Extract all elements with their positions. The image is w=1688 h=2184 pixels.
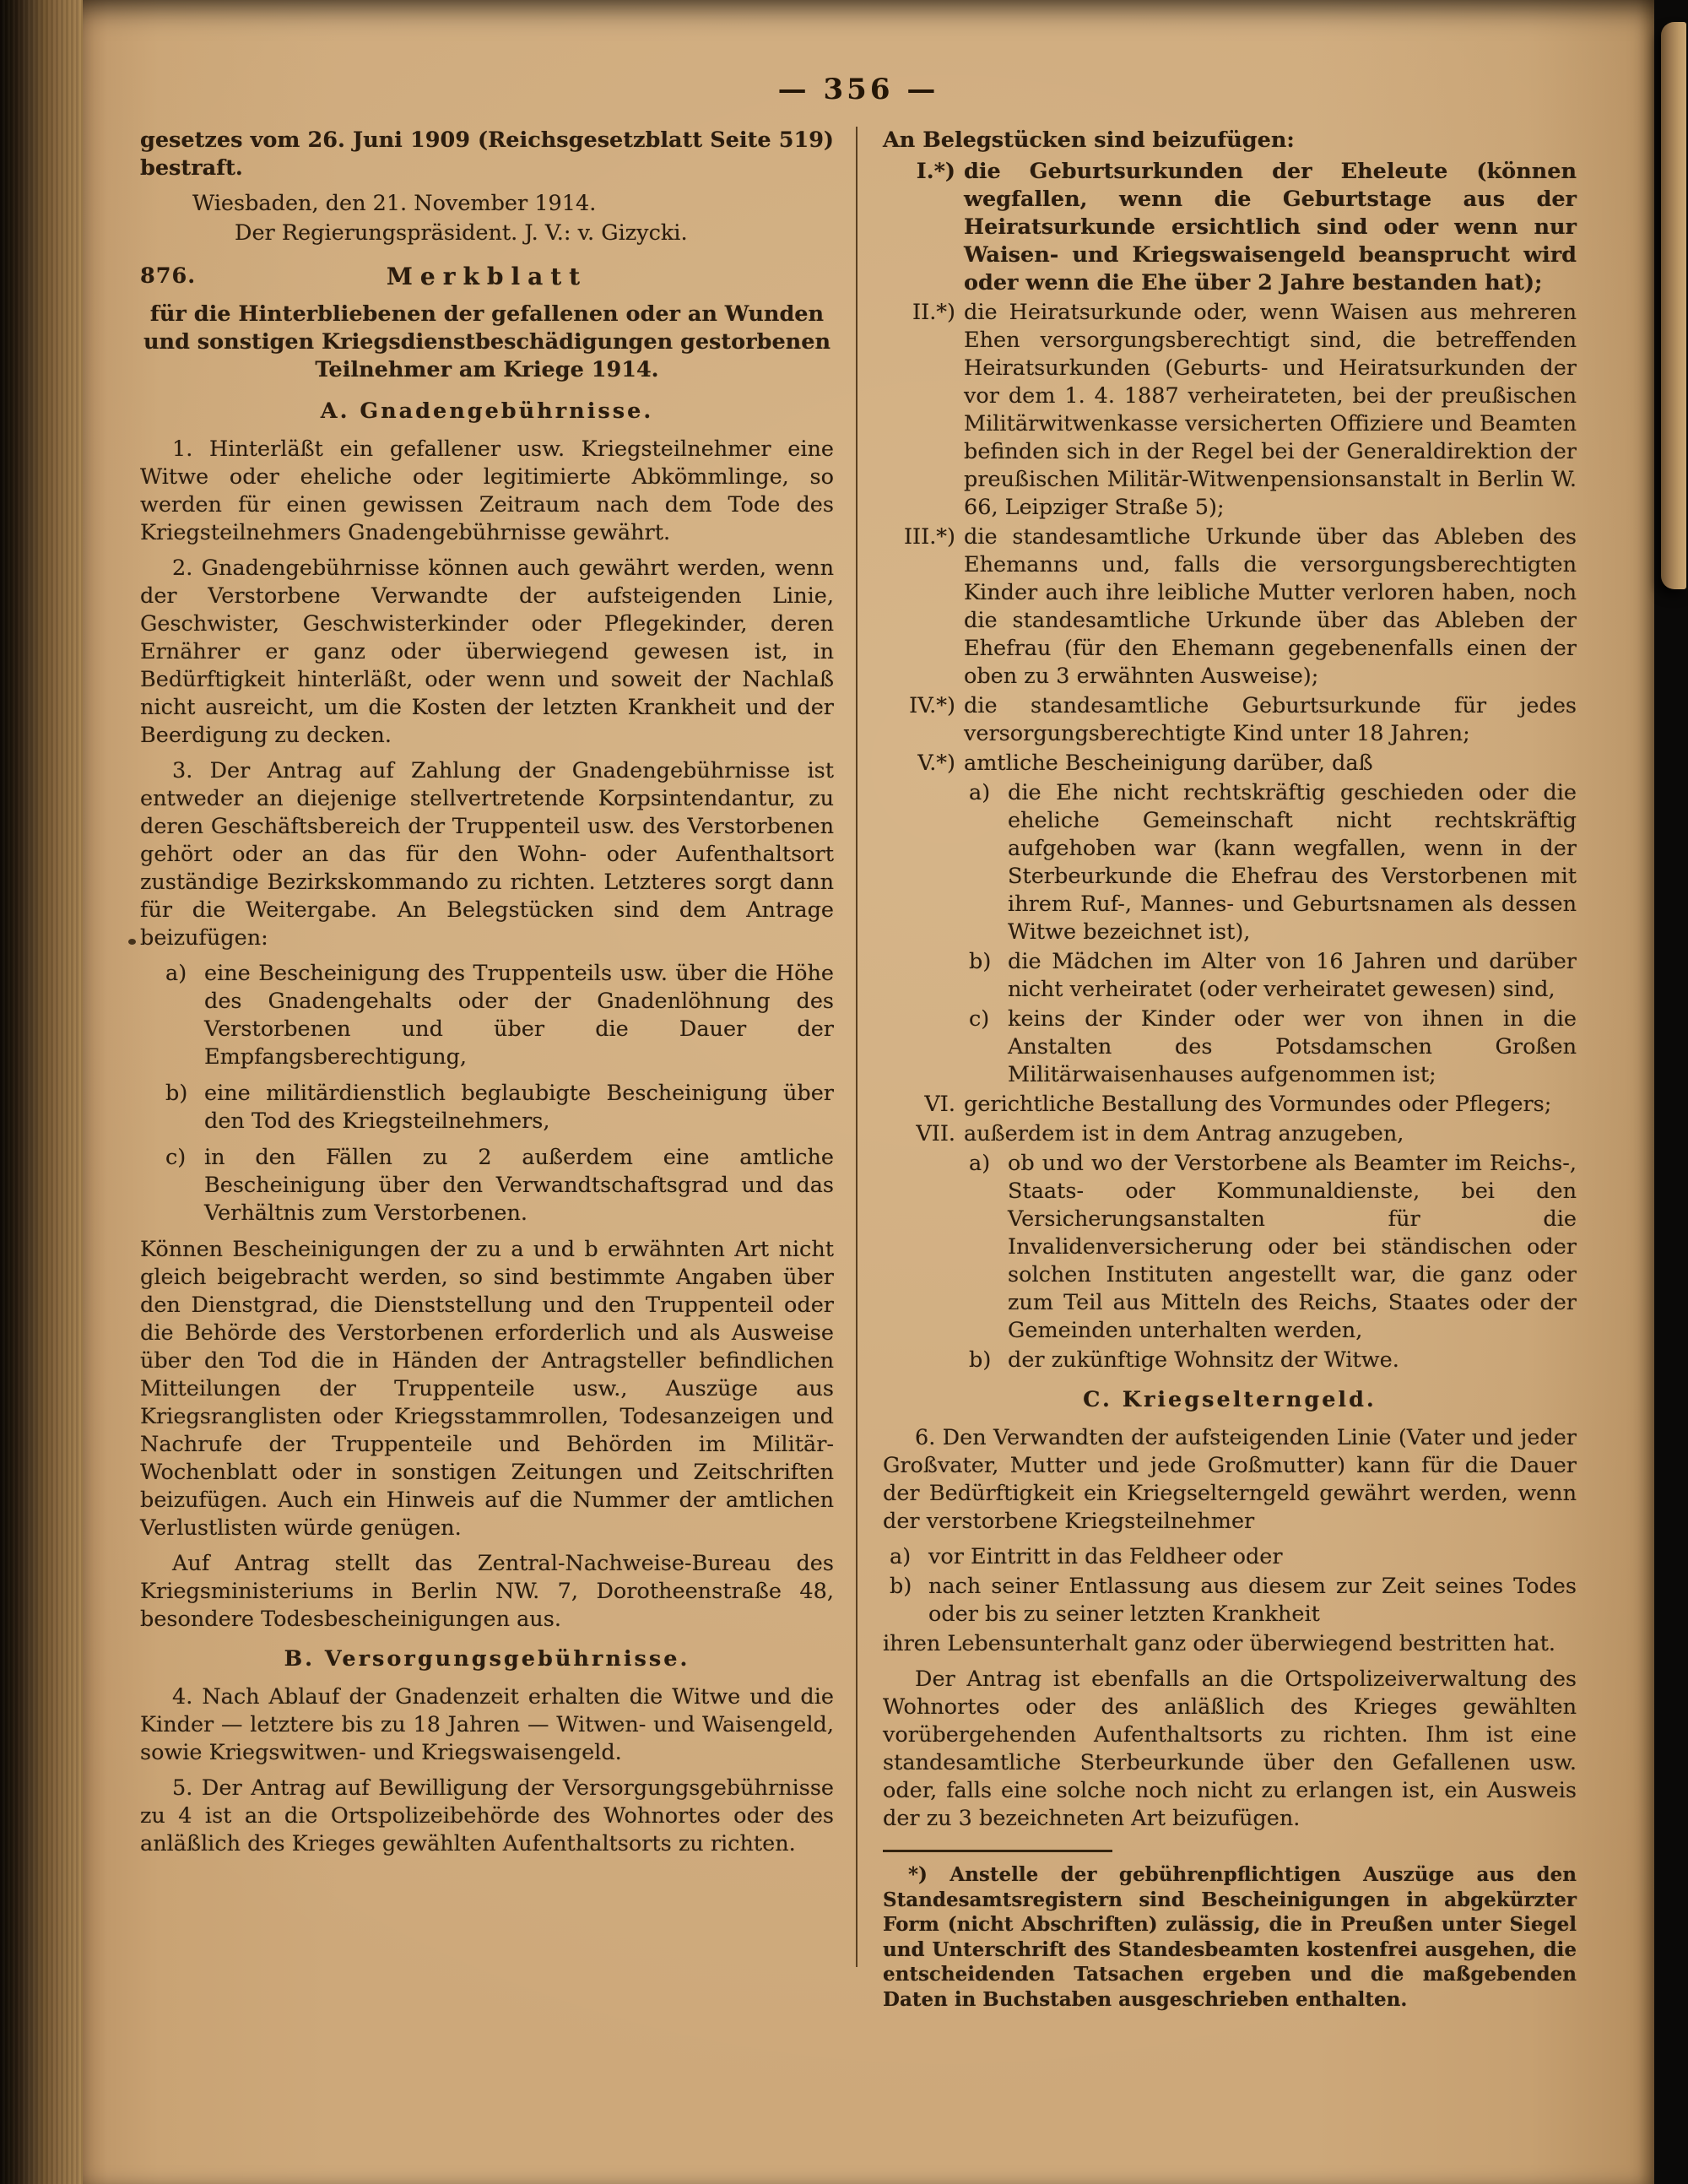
- two-column-layout: [140, 127, 1577, 2012]
- list-item: [883, 779, 1577, 946]
- item-label: VII.: [916, 1121, 955, 1146]
- list-item: [140, 1144, 834, 1227]
- item-text: keins der Kinder oder wer von ihnen in die Anstalten des Potsdamschen Großen Militärwaisenhauses aufgenommen ist;: [1008, 1006, 1577, 1087]
- list-item: [883, 750, 1577, 778]
- list-item: [883, 948, 1577, 1004]
- item-label: IV.*): [909, 693, 955, 718]
- item-text: die standesamtliche Geburtsurkunde für jedes versorgungsberechtigte Kind unter 18 Jahren;: [964, 693, 1577, 746]
- adjacent-page-edge: [1661, 22, 1686, 589]
- paragraph: ihren Lebensunterhalt ganz oder überwiegend bestritten hat.: [883, 1631, 1555, 1656]
- item-label: a): [890, 1544, 912, 1569]
- right-column: [858, 127, 1577, 2012]
- paragraph: 1. Hinterläßt ein gefallener usw. Kriegsteilnehmer eine Witwe oder eheliche oder legitimierte Abkömmlinge, so werden für einen gewissen Zeitraum nach dem Tode des Kriegsteilnehmers Gnadengebührnisse gewährt.: [140, 436, 834, 545]
- list-item: [883, 692, 1577, 748]
- item-text: die standesamtliche Urkunde über das Ableben des Ehemanns und, falls die versorgungsberechtigten Kinder auch ihre leibliche Mutter verloren haben, noch die standesamtliche Urkunde über das Ableben der Ehefrau (für den Ehemann gegebenenfalls einen der oben zu 3 erwähnten Ausweise);: [964, 524, 1577, 689]
- item-label: b): [969, 1347, 992, 1373]
- list-item: [883, 1347, 1577, 1374]
- item-label: a): [969, 1151, 991, 1176]
- paragraph: 6. Den Verwandten der aufsteigenden Linie (Vater und jeder Großvater, Mutter und jede Großmutter) kann für die Dauer der Bedürftigkeit ein Kriegselterngeld gewährt werden, wenn der verstorbene Kriegsteilnehmer: [883, 1425, 1577, 1534]
- list-item: [883, 1573, 1577, 1629]
- section-heading: C. Kriegselterngeld.: [1083, 1387, 1377, 1412]
- ink-speck: [128, 939, 136, 945]
- item-text: die Heiratsurkunde oder, wenn Waisen aus mehreren Ehen versorgungsberechtigt sind, die betreffenden Heiratsurkunden (Geburts- und Heiratsurkunden der vor dem 1. 4. 1887 verheirateten, bei der preußischen Militärwitwenkasse versicherten Offiziere und Beamten befinden sich in der Regel bei der Generaldirektion der preußischen Militär-Witwenpensionsanstalt in Berlin W. 66, Leipziger Straße 5);: [964, 300, 1577, 520]
- item-text: außerdem ist in dem Antrag anzugeben,: [964, 1121, 1404, 1146]
- list-item: [883, 1120, 1577, 1148]
- list-item: [883, 1150, 1577, 1345]
- item-label: a): [165, 961, 187, 986]
- item-label: VI.: [924, 1092, 955, 1117]
- paragraph: Auf Antrag stellt das Zentral-Nachweise-Bureau des Kriegsministeriums in Berlin NW. 7, Dorotheenstraße 48, besondere Todesbescheinigungen aus.: [140, 1551, 834, 1632]
- item-text: nach seiner Entlassung aus diesem zur Zeit seines Todes oder bis zu seiner letzten Krankheit: [928, 1574, 1577, 1627]
- paragraph: gesetzes vom 26. Juni 1909 (Reichsgesetzblatt Seite 519) bestraft.: [140, 127, 834, 181]
- item-text: vor Eintritt in das Feldheer oder: [928, 1544, 1283, 1569]
- item-label: II.*): [912, 300, 955, 325]
- list-item: [883, 158, 1577, 297]
- paragraph: Können Bescheinigungen der zu a und b erwähnten Art nicht gleich beigebracht werden, so sind bestimmte Angaben über den Dienstgrad, die Dienststellung und den Truppenteil oder die Behörde des Verstorbenen erforderlich und als Ausweise über den Tod die in Händen der Antragsteller befindlichen Mitteilungen der Truppenteile usw., Auszüge aus Kriegsranglisten oder Kriegsstammrollen, Todesanzeigen und Nachrufe der Truppenteile und Behörden im Militär-Wochenblatt oder in sonstigen Zeitungen und Zeitschriften beizufügen. Auch ein Hinweis auf die Nummer der amtlichen Verlustlisten würde genügen.: [140, 1237, 834, 1541]
- item-label: V.*): [917, 751, 955, 776]
- list-item: [883, 299, 1577, 522]
- paragraph: 2. Gnadengebührnisse können auch gewährt werden, wenn der Verstorbene Verwandte der aufsteigenden Linie, Geschwister, Geschwisterkinder oder Pflegekinder, deren Ernährer er ganz oder überwiegend gewesen ist, in Bedürftigkeit hinterläßt, oder wenn und soweit der Nachlaß nicht ausreicht, um die Kosten der letzten Krankheit und der Beerdigung zu decken.: [140, 555, 834, 748]
- document-subtitle: für die Hinterbliebenen der gefallenen oder an Wunden und sonstigen Kriegsdienstbeschädigungen gestorbenen Teilnehmer am Kriege 1914.: [143, 301, 830, 382]
- item-text: die Ehe nicht rechtskräftig geschieden oder die eheliche Gemeinschaft nicht rechtskräftig aufgehoben war (kann wegfallen, wenn in der Sterbeurkunde die Ehefrau des Verstorbenen mit ihrem Ruf-, Mannes- und Geburtsnamen als dessen Witwe bezeichnet ist),: [1008, 780, 1577, 945]
- item-label: c): [969, 1006, 990, 1032]
- list-item: [140, 960, 834, 1071]
- item-text: eine militärdienstlich beglaubigte Bescheinigung über den Tod des Kriegsteilnehmers,: [204, 1081, 834, 1134]
- item-text: in den Fällen zu 2 außerdem eine amtliche Bescheinigung über den Verwandtschaftsgrad und das Verhältnis zum Verstorbenen.: [204, 1145, 834, 1226]
- paragraph: 4. Nach Ablauf der Gnadenzeit erhalten die Witwe und die Kinder — letztere bis zu 18 Jahren — Witwen- und Waisengeld, sowie Kriegswitwen- und Kriegswaisengeld.: [140, 1684, 834, 1765]
- item-text: amtliche Bescheinigung darüber, daß: [964, 751, 1373, 776]
- footnote-rule: [883, 1850, 1112, 1852]
- item-label: I.*): [916, 159, 955, 184]
- list-item: [883, 1005, 1577, 1089]
- dateline: Der Regierungspräsident. J. V.: v. Gizycki.: [235, 220, 688, 246]
- item-label: b): [890, 1574, 912, 1599]
- paragraph: Der Antrag ist ebenfalls an die Ortspolizeiverwaltung des Wohnortes oder des anläßlich des Krieges gewählten vorübergehenden Aufenthaltsorts zu richten. Ihm ist eine standesamtliche Sterbeurkunde über den Gefallenen usw. oder, falls eine solche noch nicht zu erlangen ist, ein Ausweis der zu 3 bezeichneten Art beizufügen.: [883, 1666, 1577, 1831]
- item-label: a): [969, 780, 991, 805]
- item-text: die Geburtsurkunden der Eheleute (können wegfallen, wenn die Geburtstage aus der Heiratsurkunde ersichtlich sind oder wenn nur Waisen- und Kriegswaisengeld beansprucht wird oder wenn die Ehe über 2 Jahre bestanden hat);: [964, 159, 1577, 295]
- list-item: [883, 523, 1577, 691]
- dateline: Wiesbaden, den 21. November 1914.: [192, 191, 597, 216]
- page-number: — 356 —: [777, 73, 939, 106]
- item-label: b): [165, 1081, 188, 1106]
- paragraph: 3. Der Antrag auf Zahlung der Gnadengebührnisse ist entweder an diejenige stellvertretende Korpsintendantur, zu deren Geschäftsbereich der Truppenteil usw. des Verstorbenen gehört oder an das für den Wohn- oder Aufenthaltsort zuständige Bezirkskommando zu richten. Letzteres sorgt dann für die Weitergabe. An Belegstücken sind dem Antrage beizufügen:: [140, 758, 834, 951]
- section-heading: A. Gnadengebührnisse.: [320, 398, 654, 424]
- item-text: gerichtliche Bestallung des Vormundes oder Pflegers;: [964, 1092, 1552, 1117]
- item-text: eine Bescheinigung des Truppenteils usw. über die Höhe des Gnadengehalts oder der Gnadenlöhnung des Verstorbenen und über die Dauer der Empfangsberechtigung,: [204, 961, 834, 1070]
- article-number: 876.: [140, 263, 197, 289]
- list-item: [140, 1080, 834, 1135]
- footnote: *) Anstelle der gebührenpflichtigen Auszüge aus den Standesamtsregistern sind Bescheinigungen in abgekürzter Form (nicht Abschriften) zulässig, die in Preußen unter Siegel und Unterschrift des Standesbeamten kostenfrei ausgehen, die entscheidenden Tatsachen ergeben und die maßgebenden Daten in Buchstaben ausgeschrieben enthalten.: [883, 1863, 1577, 2011]
- item-text: die Mädchen im Alter von 16 Jahren und darüber nicht verheiratet (oder verheiratet gewesen) sind,: [1008, 949, 1577, 1002]
- article-heading: [140, 263, 834, 292]
- item-label: c): [165, 1145, 187, 1170]
- item-text: ob und wo der Verstorbene als Beamter im Reichs-, Staats- oder Kommunaldienste, bei den Versicherungsanstalten für die Invalidenversicherung oder bei ständischen oder solchen Instituten angestellt war, die ganz oder zum Teil aus Mitteln des Reichs, Staates oder der Gemeinden unterhalten werden,: [1008, 1151, 1577, 1343]
- left-column: [140, 127, 856, 2012]
- list-item: [883, 1543, 1577, 1571]
- book-spine-edge: [0, 0, 83, 2184]
- list-heading: An Belegstücken sind beizufügen:: [883, 127, 1295, 153]
- article-title: Merkblatt: [386, 263, 588, 290]
- item-text: der zukünftige Wohnsitz der Witwe.: [1008, 1347, 1399, 1373]
- document-page: [83, 0, 1654, 2184]
- section-heading: B. Versorgungsgebührnisse.: [284, 1646, 690, 1672]
- item-label: III.*): [903, 524, 955, 550]
- paragraph: 5. Der Antrag auf Bewilligung der Versorgungsgebührnisse zu 4 ist an die Ortspolizeibehörde des Wohnortes oder des anläßlich des Krieges gewählten Aufenthaltsorts zu richten.: [140, 1775, 834, 1856]
- item-label: b): [969, 949, 992, 974]
- list-item: [883, 1091, 1577, 1119]
